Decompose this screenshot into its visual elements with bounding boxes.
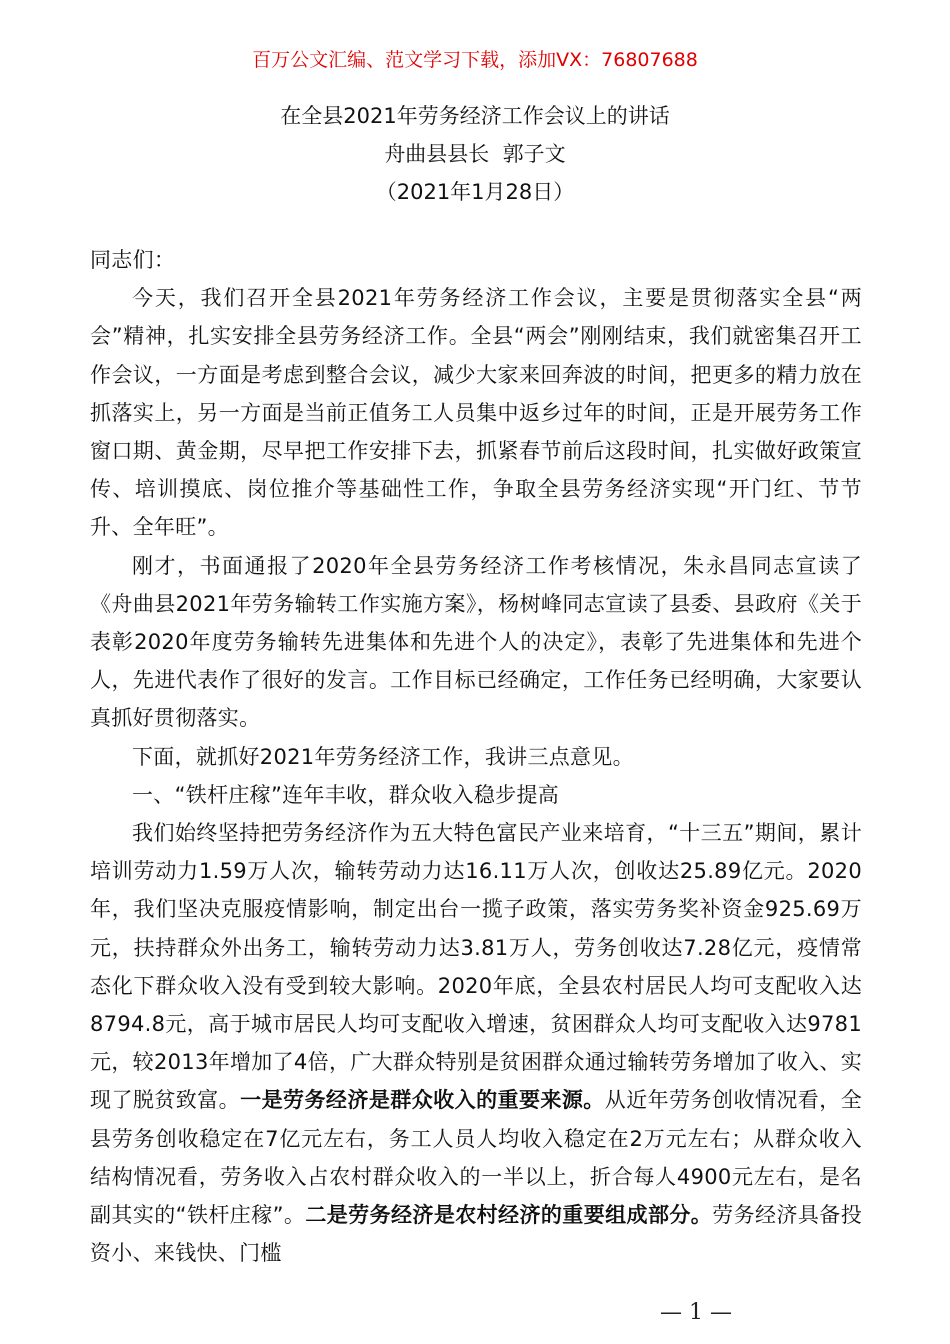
salutation: 同志们： [90, 248, 176, 272]
paragraph-4-text-c: 劳务经济具备投资小、来钱快、门槛 [90, 1203, 862, 1266]
speech-date: （2021年1月28日） [375, 180, 575, 204]
speech-title: 在全县2021年劳务经济工作会议上的讲话 [280, 104, 670, 128]
speech-body [90, 241, 862, 1272]
paragraph-4-bold-b: 二是劳务经济是农村经济的重要组成部分。 [305, 1203, 713, 1228]
paragraph-4-text-a: 我们始终坚持把劳务经济作为五大特色富民产业来培育，“十三五”期间，累计培训劳动力1.59万人次，输转劳动力达16.11万人次，创收达25.89亿元。2020年，我们坚决克服疫情影响，制定出台一揽子政策，落实劳务奖补资金925.69万元，扶持群众外出务工，输转劳动力达3.81万人，劳务创收达7.28亿元，疫情常态化下群众收入没有受到较大影响。2020年底，全县农村居民人均可支配收入达8794.8元，高于城市居民人均可支配收入增速，贫困群众人均可支配收入达9781元，较2013年增加了4倍，广大群众特别是贫困群众通过输转劳务增加了收入、实现了脱贫致富。 [90, 821, 862, 1113]
paragraph-3: 下面，就抓好2021年劳务经济工作，我讲三点意见。 [132, 744, 634, 769]
paragraph-4-text-b: 从近年劳务创收情况看，全县劳务创收稳定在7亿元左右，务工人员人均收入稳定在2万元左右；从群众收入结构情况看，劳务收入占农村群众收入的一半以上，折合每人4900元左右，是名副其实的“铁杆庄稼”。 [90, 1088, 862, 1228]
title-block [0, 97, 950, 211]
paragraph-1: 今天，我们召开全县2021年劳务经济工作会议，主要是贯彻落实全县“两会”精神，扎实安排全县劳务经济工作。全县“两会”刚刚结束，我们就密集召开工作会议，一方面是考虑到整合会议，减少大家来回奔波的时间，把更多的精力放在抓落实上，另一方面是当前正值务工人员集中返乡过年的时间，正是开展劳务工作窗口期、黄金期，尽早把工作安排下去，抓紧春节前后这段时间，扎实做好政策宣传、培训摸底、岗位推介等基础性工作，争取全县劳务经济实现“开门红、节节升、全年旺”。 [90, 286, 862, 540]
paragraph-2: 刚才，书面通报了2020年全县劳务经济工作考核情况，朱永昌同志宣读了《舟曲县2021年劳务输转工作实施方案》，杨树峰同志宣读了县委、县政府《关于表彰2020年度劳务输转先进集体和先进个人的决定》，表彰了先进集体和先进个人，先进代表作了很好的发言。工作目标已经确定，工作任务已经明确，大家要认真抓好贯彻落实。 [90, 553, 862, 731]
speech-author: 舟曲县县长 郭子文 [384, 142, 566, 166]
section-heading-1: 一、“铁杆庄稼”连年丰收，群众收入稳步提高 [132, 782, 560, 807]
page-number: — 1 — [660, 1300, 732, 1325]
paragraph-4-bold-a: 一是劳务经济是群众收入的重要来源。 [240, 1088, 605, 1113]
paragraph-4 [90, 814, 862, 1272]
promo-banner: 百万公文汇编、范文学习下载，添加VX：76807688 [252, 49, 698, 71]
